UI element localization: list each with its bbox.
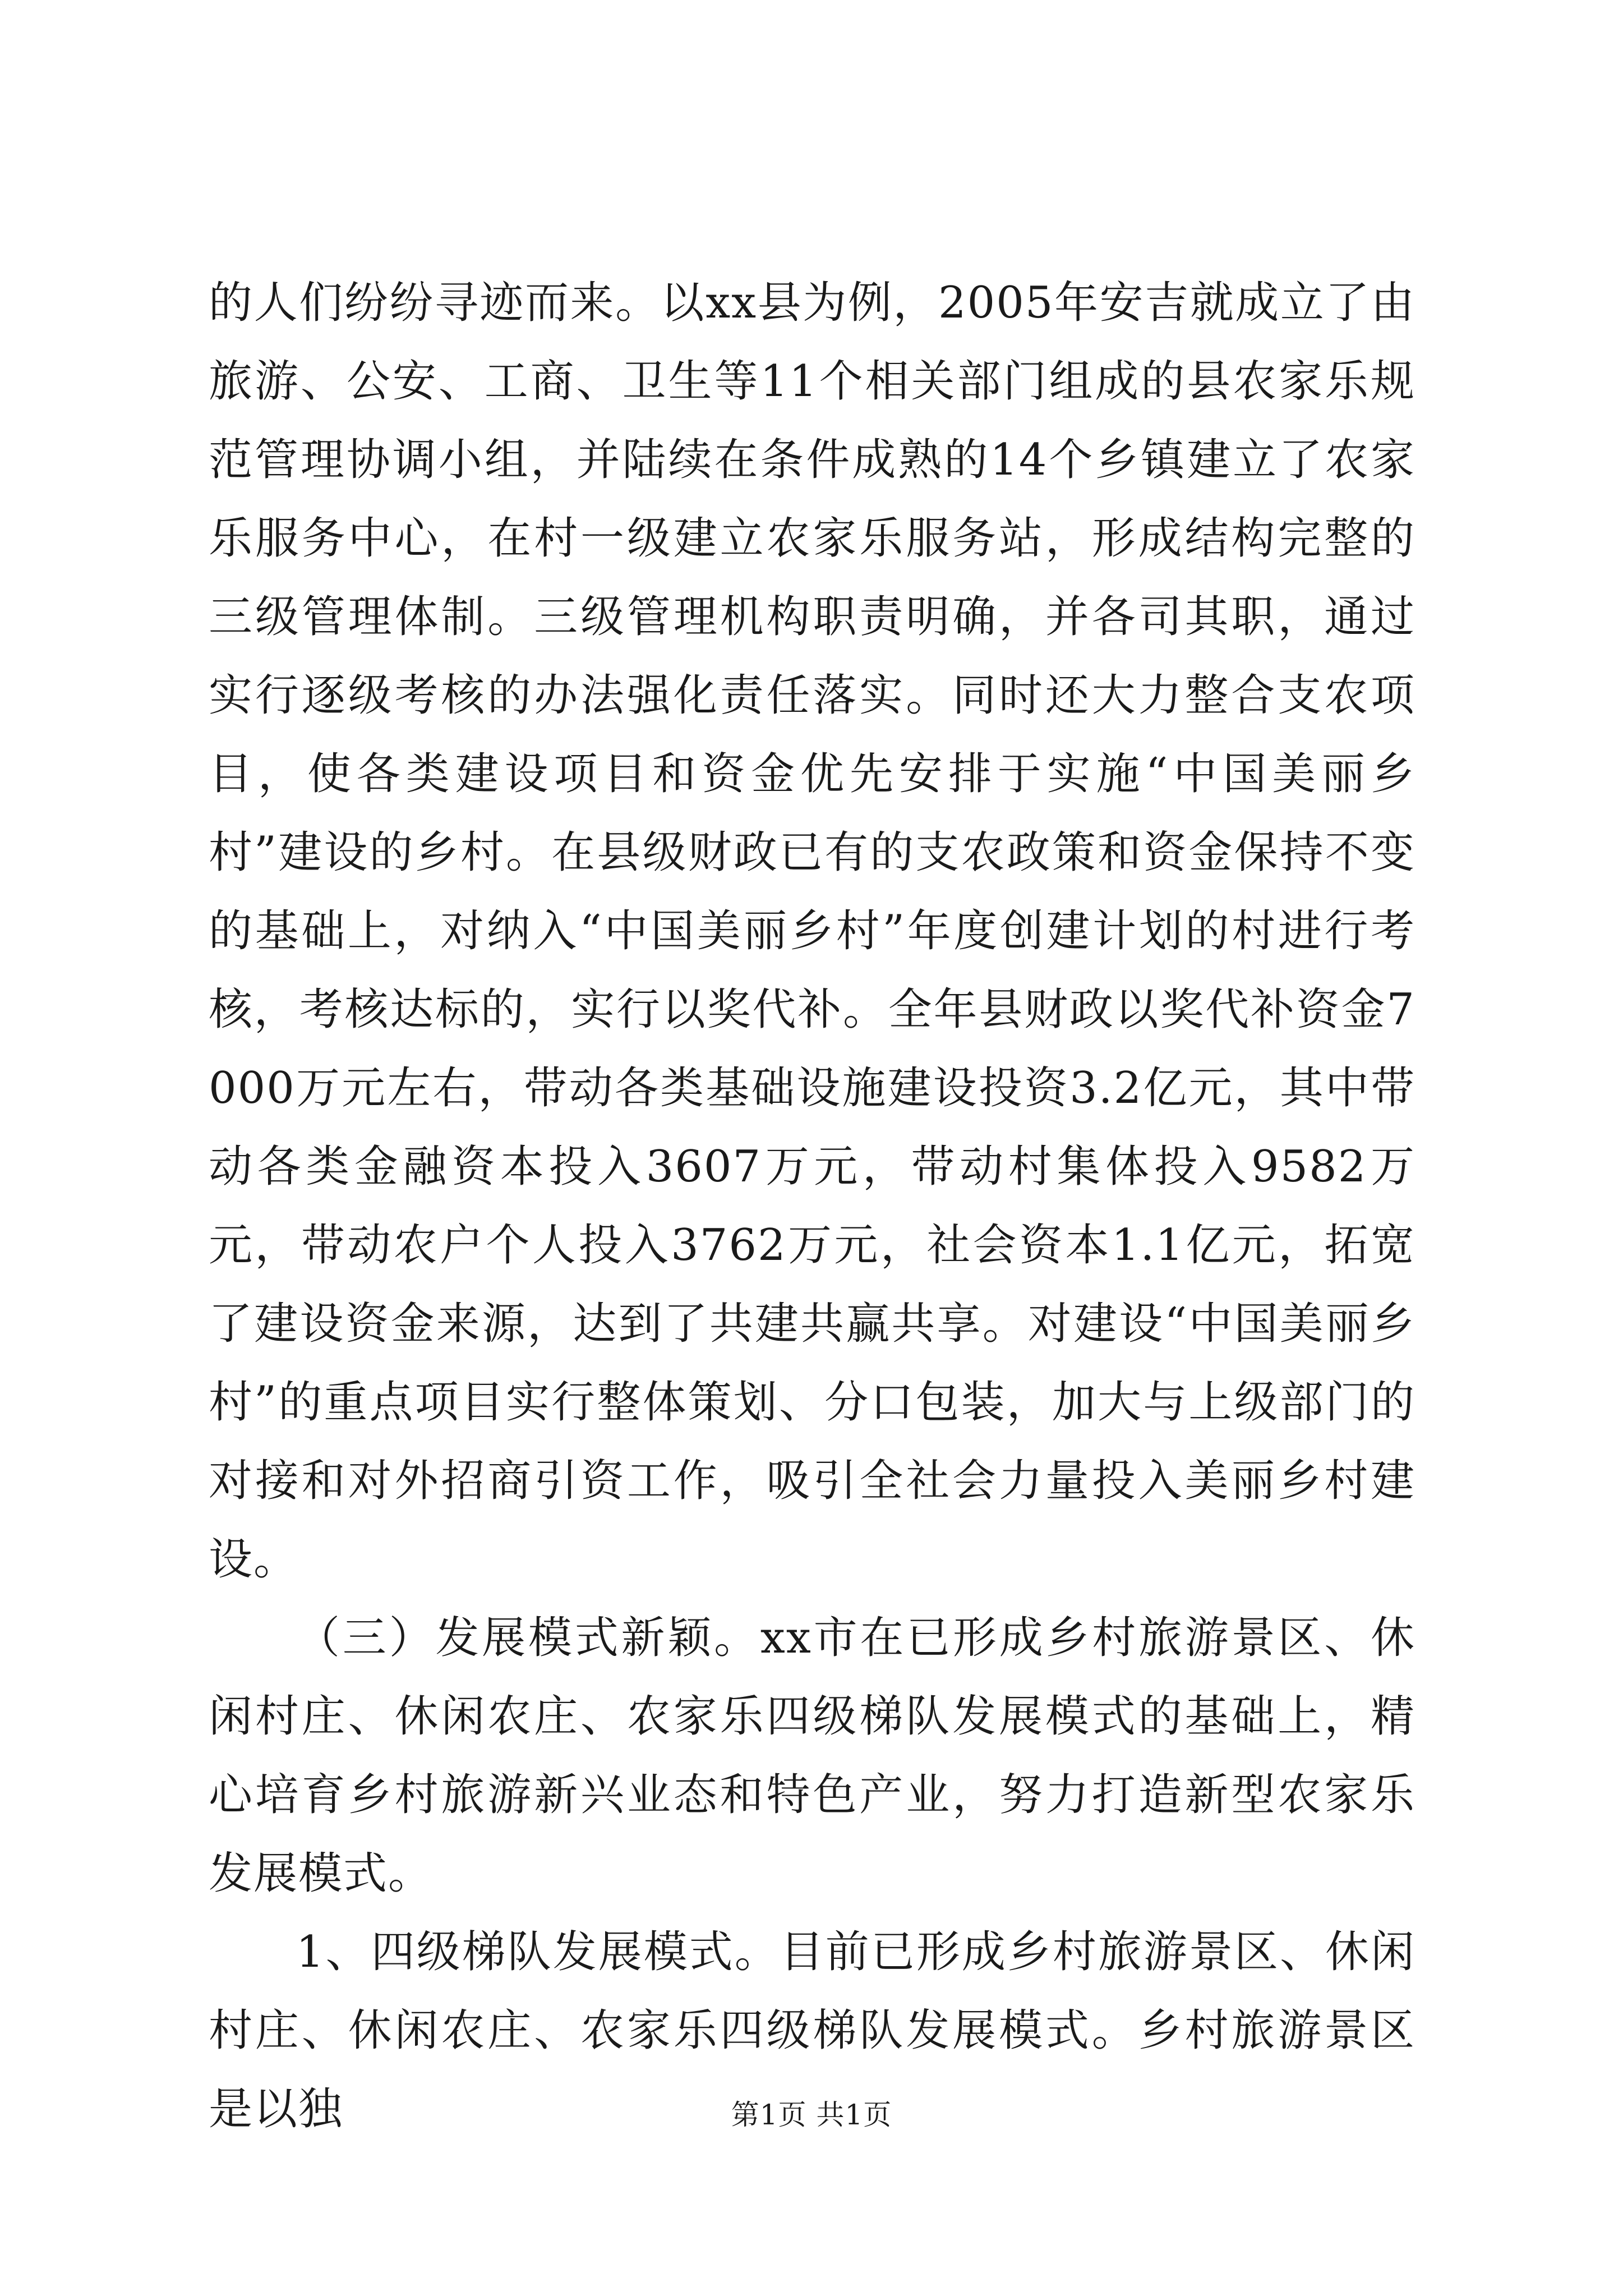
paragraph-item-one: 1、四级梯队发展模式。目前已形成乡村旅游景区、休闲村庄、休闲农庄、农家乐四级梯队发展模式。乡村旅游景区是以独 xyxy=(209,1927,1415,2134)
page-number-footer: 第1页 共1页 xyxy=(731,2099,892,2131)
paragraph-section-three: （三）发展模式新颖。xx市在已形成乡村旅游景区、休闲村庄、休闲农庄、农家乐四级梯队发展模式的基础上，精心培育乡村旅游新兴业态和特色产业，努力打造新型农家乐发展模式。 xyxy=(209,1613,1415,1899)
paragraph-continuation: 的人们纷纷寻迹而来。以xx县为例，2005年安吉就成立了由旅游、公安、工商、卫生等11个相关部门组成的县农家乐规范管理协调小组，并陆续在条件成熟的14个乡镇建立了农家乐服务中心，在村一级建立农家乐服务站，形成结构完整的三级管理体制。三级管理机构职责明确，并各司其职，通过实行逐级考核的办法强化责任落实。同时还大力整合支农项目，使各类建设项目和资金优先安排于实施“中国美丽乡村”建设的乡村。在县级财政已有的支农政策和资金保持不变的基础上，对纳入“中国美丽乡村”年度创建计划的村进行考核，考核达标的，实行以奖代补。全年县财政以奖代补资金7000万元左右，带动各类基础设施建设投资3.2亿元，其中带动各类金融资本投入3607万元，带动村集体投入9582万元，带动农户个人投入3762万元，社会资本1.1亿元，拓宽了建设资金来源，达到了共建共赢共享。对建设“中国美丽乡村”的重点项目实行整体策划、分口包装，加大与上级部门的对接和对外招商引资工作，吸引全社会力量投入美丽乡村建设。 xyxy=(209,278,1415,1585)
document-body xyxy=(209,264,1415,2148)
